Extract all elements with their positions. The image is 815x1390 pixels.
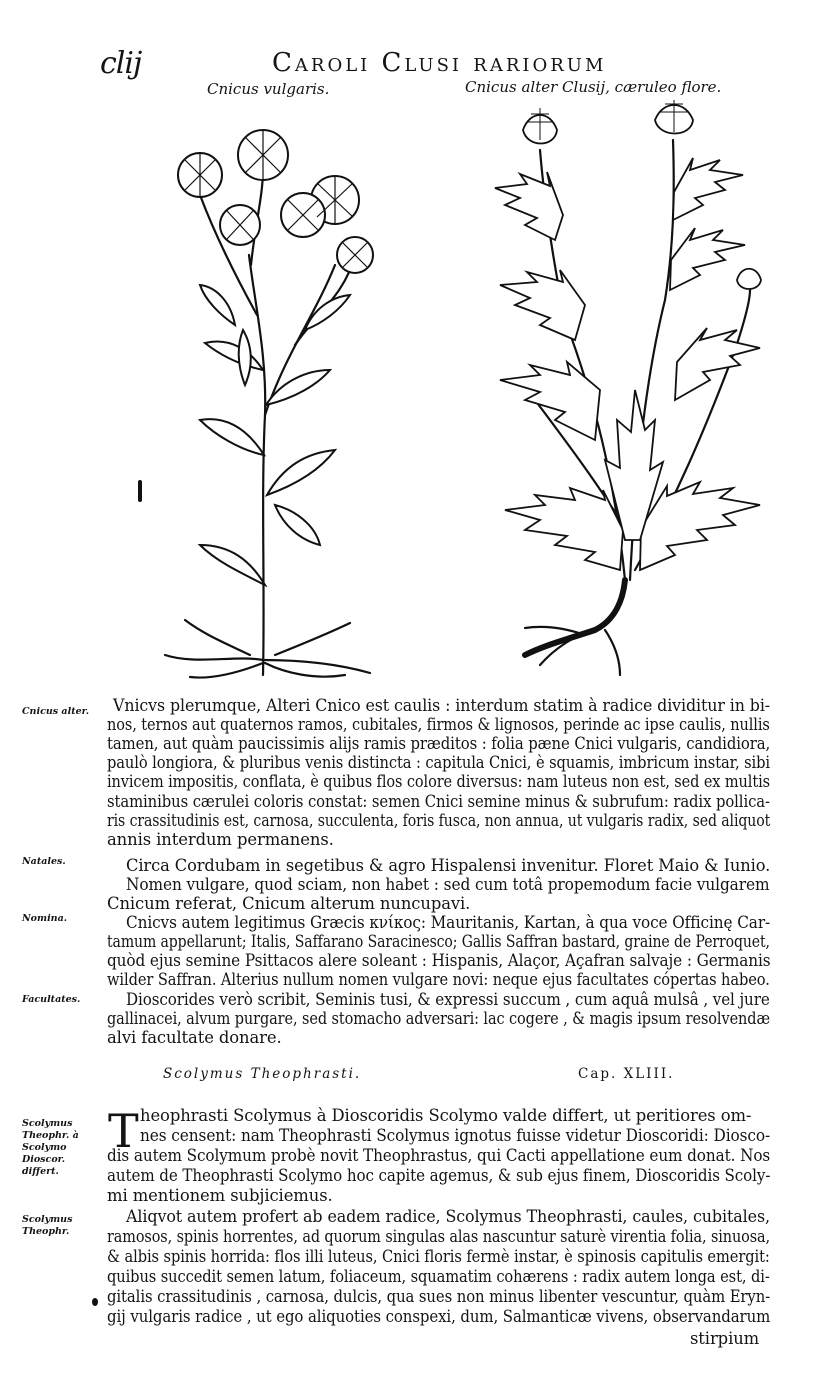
text-line: nes censent: nam Theophrasti Scolymus ignotus fuisse videtur Dioscoridi: Diosco- xyxy=(140,1126,771,1145)
text-line: tamen, aut quàm paucissimis alijs ramis præditos : folia pæne Cnici vulgaris, candidiora, xyxy=(107,734,771,753)
text-line: gitalis crassitudinis , carnosa, dulcis, qua sues non minus libenter vescuntur, quàm Eryn- xyxy=(107,1287,771,1306)
running-title: Caroli Clusi rariorum xyxy=(272,48,607,78)
text-line: quòd ejus semine Psittacos alere soleant : Hispanis, Alaçor, Açafran salvaje : Germanis xyxy=(107,951,771,970)
ink-speck xyxy=(92,1298,98,1306)
text-line: staminibus cærulei coloris constat: semen Cnici semine minus & subrufum: radix pollica- xyxy=(107,792,770,811)
margin-note-cnicus-alter: Cnicus alter. xyxy=(22,706,90,717)
text-line: heophrasti Scolymus à Dioscoridis Scolymo valde differt, ut peritiores om- xyxy=(140,1106,752,1125)
text-line: dis autem Scolymum probè novit Theophrastus, qui Cacti appellatione eum donat. Nos xyxy=(107,1146,771,1165)
catchword: stirpium xyxy=(690,1329,760,1348)
text-line: Aliqvot autem profert ab eadem radice, Scolymus Theophrasti, caules, cubitales, xyxy=(126,1207,770,1226)
text-line: mi mentionem subjiciemus. xyxy=(107,1186,333,1205)
text-line: alvi facultate donare. xyxy=(107,1028,282,1047)
text-line: Circa Cordubam in segetibus & agro Hispalensi invenitur. Floret Maio & Iunio. xyxy=(126,856,771,875)
text-line: tamum appellarunt; Italis, Saffarano Saracinesco; Gallis Saffran bastard, graine de Perroquet, xyxy=(107,932,770,951)
text-line: Dioscorides verò scribit, Seminis tusi, & expressi succum , cum aquâ mulsâ , vel jure xyxy=(126,990,770,1009)
text-line: autem de Theophrasti Scolymo hoc capite agemus, & sub ejus finem, Dioscoridis Scoly- xyxy=(107,1166,771,1185)
text-line: gij vulgaris radice , ut ego aliquoties conspexi, dum, Salmanticæ vivens, observandarum xyxy=(107,1307,771,1326)
text-line: quibus succedit semen latum, foliaceum, squamatim cohærens : radix autem longa est, di- xyxy=(107,1267,770,1286)
text-line: ramosos, spinis horrentes, ad quorum singulas alas nascuntur saturè virentia folia, sinuosa, xyxy=(107,1227,771,1246)
text-line: invicem impositis, conflata, è quibus flos colore diversus: nam luteus non est, sed ex multis xyxy=(107,772,770,791)
text-line: Nomen vulgare, quod sciam, non habet : sed cum totâ propemodum facie vulgarem xyxy=(126,875,770,894)
margin-note-scolymus-differt: Scolymus Theophr. à Scolymo Dioscor. differt. xyxy=(22,1118,79,1177)
text-line: nos, ternos aut quaternos ramos, cubitales, firmos & lignosos, perinde ac ipse caulis, nullis xyxy=(107,715,770,734)
chapter-number: Cap. XLIII. xyxy=(578,1066,675,1082)
text-line: wilder Saffran. Alterius nullum nomen vulgare novi: neque ejus facultates cópertas habeo. xyxy=(107,970,770,989)
text-line: & albis spinis horrida: flos illi luteus, Cnici floris fermè instar, è spinosis capitulis emergit: xyxy=(107,1247,770,1266)
folio-number: clij xyxy=(100,46,142,81)
text-line: Cnicvs autem legitimus Græcis κνίκος: Mauritanis, Kartan, à qua voce Officinę Car- xyxy=(126,913,771,932)
margin-note-scolymus-theophr: Scolymus Theophr. xyxy=(22,1214,73,1237)
margin-note-nomina: Nomina. xyxy=(22,913,68,924)
ink-speck xyxy=(138,480,142,502)
text-line: Cnicum referat, Cnicum alterum nuncupavi. xyxy=(107,894,471,913)
text-line: ris crassitudinis est, carnosa, succulenta, foris fusca, non annua, ut vulgaris radix, sed aliquot xyxy=(107,811,771,830)
margin-note-natales: Natales. xyxy=(22,856,66,867)
chapter-title: Scolymus Theophrasti. xyxy=(163,1066,362,1082)
cnicus-vulgaris-woodcut xyxy=(145,115,385,680)
text-line: annis interdum permanens. xyxy=(107,830,334,849)
text-line: Vnicvs plerumque, Alteri Cnico est caulis : interdum statim à radice dividitur in bi- xyxy=(113,696,771,715)
cnicus-alter-woodcut xyxy=(445,100,765,680)
text-line: gallinacei, alvum purgare, sed stomacho adversari: lac cogere , & magis ipsum resolvendæ xyxy=(107,1009,770,1028)
margin-note-facultates: Facultates. xyxy=(22,994,81,1005)
text-line: paulò longiora, & pluribus venis distincta : capitula Cnici, è squamis, imbricum instar, sibi xyxy=(107,753,771,772)
left-figure-caption: Cnicus vulgaris. xyxy=(207,80,330,98)
drop-capital: T xyxy=(108,1104,139,1158)
right-figure-caption: Cnicus alter Clusij, cæruleo flore. xyxy=(465,78,722,96)
